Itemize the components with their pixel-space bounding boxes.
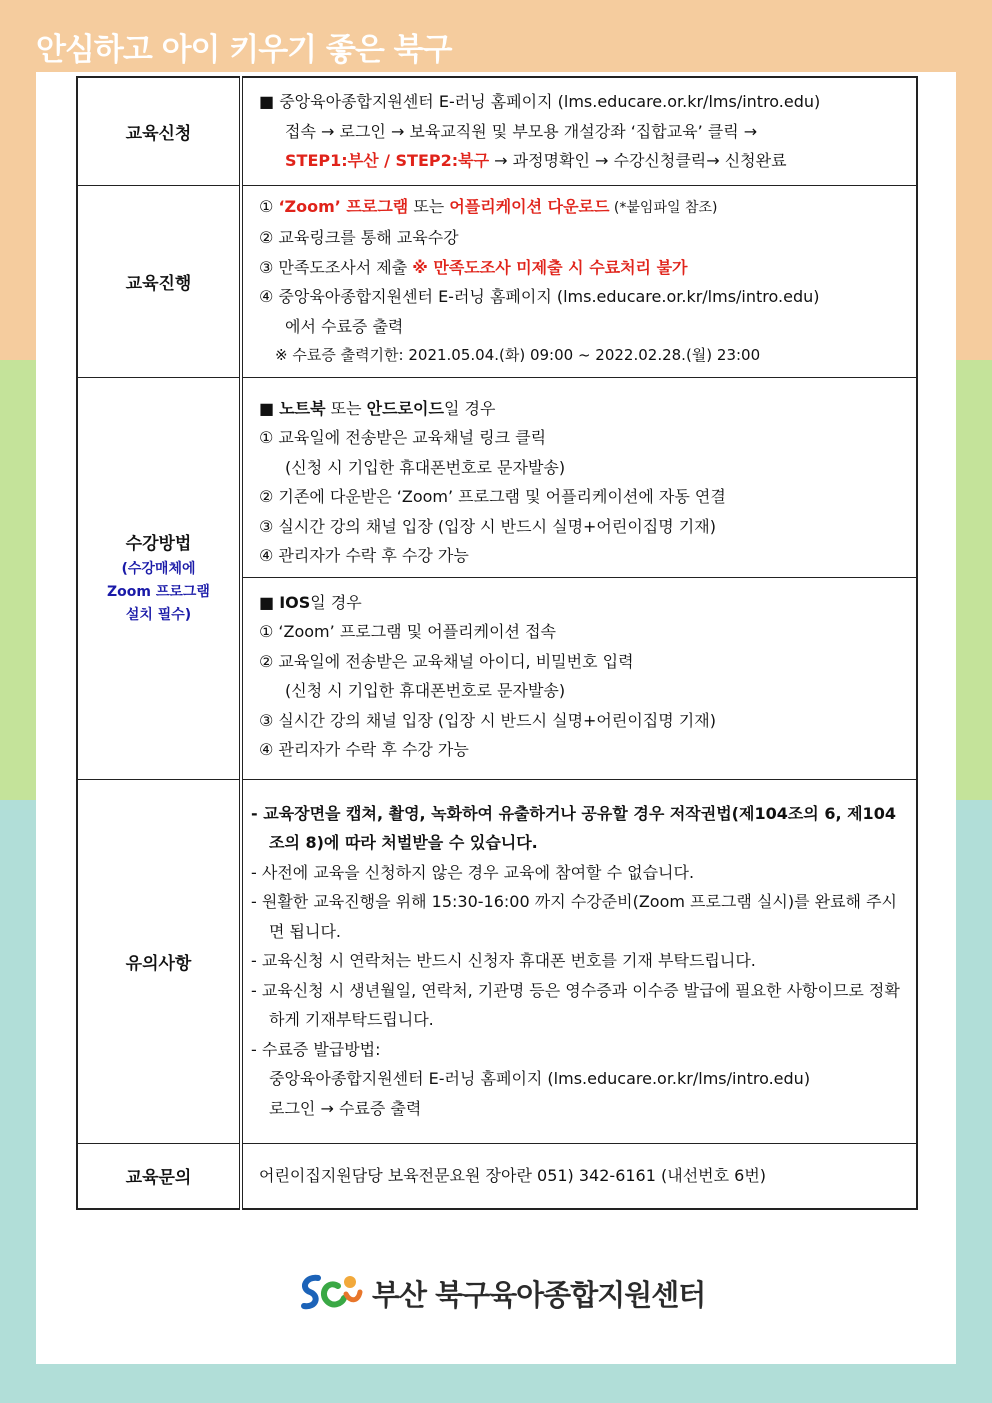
row-inquiry [77, 1143, 917, 1209]
apply-line-2: 접속 → 로그인 → 보육교직원 및 부모용 개설강좌 ‘집합교육’ 클릭 → [285, 121, 758, 141]
progress-content [241, 185, 917, 377]
progress-line-3-text: ③ 만족도조사서 제출 [259, 257, 413, 277]
certificate-deadline-note: ※ 수료증 출력기한: 2021.05.04.(화) 09:00 ~ 2022.02.28.(월) 23:00 [275, 346, 761, 364]
caution-item-6-steps: 로그인 → 수료증 출력 [269, 1098, 422, 1118]
row-label-progress: 교육진행 [77, 185, 241, 377]
caution-item-6-url: 중앙육아종합지원센터 E-러닝 홈페이지 (lms.educare.or.kr/lms/intro.edu) [269, 1069, 811, 1089]
android-step-3: ③ 실시간 강의 채널 입장 (입장 시 반드시 실명+어린이집명 기재) [259, 516, 716, 536]
method-ios-section [243, 577, 916, 773]
method-android-section [259, 394, 906, 571]
caution-item-4: - 교육신청 시 연락처는 반드시 신청자 휴대폰 번호를 기재 부탁드립니다. [251, 951, 756, 971]
row-progress [77, 185, 917, 377]
progress-num-1: ① [259, 196, 279, 216]
progress-line-1-mid: 또는 [408, 196, 450, 216]
android-step-1-note: (신청 시 기입한 휴대폰번호로 문자발송) [285, 457, 566, 477]
row-label-caution: 유의사항 [77, 779, 241, 1143]
row-label-method [77, 377, 241, 779]
row-label-apply: 교육신청 [77, 77, 241, 185]
ios-text: IOS [279, 592, 311, 612]
android-text: 안드로이드 [366, 398, 444, 418]
footer-logo [298, 1272, 705, 1314]
document-sheet [36, 72, 956, 1364]
ios-step-4: ④ 관리자가 수락 후 수강 가능 [259, 740, 469, 759]
app-download-text: 어플리케이션 다운로드 [449, 196, 610, 216]
ios-heading-post: 일 경우 [310, 592, 362, 612]
progress-line-1 [259, 192, 906, 224]
ios-step-3: ③ 실시간 강의 채널 입장 (입장 시 반드시 실명+어린이집명 기재) [259, 710, 716, 730]
apply-step-text: STEP1:부산 / STEP2:북구 [285, 151, 490, 170]
android-step-4: ④ 관리자가 수락 후 수강 가능 [259, 546, 469, 565]
caution-item-5: - 교육신청 시 생년월일, 연락처, 기관명 등은 영수증과 이수증 발급에 필요한 사항이므로 정확하게 기재부탁드립니다. [251, 980, 900, 1030]
row-apply [77, 77, 917, 185]
caution-item-3: - 원활한 교육진행을 위해 15:30-16:00 까지 수강준비(Zoom 프로그램 실시)를 완료해 주시면 됩니다. [251, 892, 898, 941]
info-table [76, 76, 918, 1210]
android-heading [259, 394, 906, 424]
ios-step-2: ② 교육일에 전송받은 교육채널 아이디, 비밀번호 입력 [259, 651, 634, 671]
page-banner-title: 안심하고 아이 키우기 좋은 북구 [36, 32, 452, 68]
apply-content [241, 77, 917, 185]
zoom-program-text: ‘Zoom’ 프로그램 [278, 196, 409, 216]
ios-heading-bullet: ■ [259, 592, 280, 612]
method-sub-3: 설치 필수) [125, 607, 192, 623]
android-heading-bullet: ■ [259, 398, 280, 418]
method-label: 수강방법 [125, 534, 192, 554]
inquiry-content: 어린이집지원담당 보육전문요원 장아란 051) 342-6161 (내선번호 6번) [241, 1143, 917, 1209]
copyright-warning: - 교육장면을 캡쳐, 촬영, 녹화하여 유출하거나 공유할 경우 저작권법(제104조의 6, 제104조의 8)에 따라 처벌받을 수 있습니다. [251, 803, 896, 853]
method-sub-2: Zoom 프로그램 [107, 584, 210, 600]
android-heading-mid: 또는 [325, 398, 367, 418]
progress-line-3 [259, 253, 906, 283]
apply-line-3 [259, 146, 906, 176]
progress-line-2: ② 교육링크를 통해 교육수강 [259, 228, 459, 247]
ios-heading [259, 588, 906, 618]
ios-step-2-note: (신청 시 기입한 휴대폰번호로 문자발송) [285, 681, 566, 700]
row-caution [77, 779, 917, 1143]
row-method [77, 377, 917, 779]
caution-content [241, 779, 917, 1143]
center-logo-icon [298, 1272, 364, 1314]
apply-line-3-rest: → 과정명확인 → 수강신청클릭→ 신청완료 [489, 151, 787, 170]
ios-step-1: ① ‘Zoom’ 프로그램 및 어플리케이션 접속 [259, 622, 556, 641]
row-label-inquiry: 교육문의 [77, 1143, 241, 1209]
survey-warning: ※ 만족도조사 미제출 시 수료처리 불가 [412, 257, 688, 277]
android-step-1: ① 교육일에 전송받은 교육채널 링크 클릭 [259, 428, 547, 447]
method-content [241, 377, 917, 779]
android-heading-post: 일 경우 [443, 398, 496, 418]
android-step-2: ② 기존에 다운받은 ‘Zoom’ 프로그램 및 어플리케이션에 자동 연결 [259, 487, 726, 506]
caution-item-2: - 사전에 교육을 신청하지 않은 경우 교육에 참여할 수 없습니다. [251, 862, 695, 882]
laptop-text: 노트북 [279, 398, 326, 418]
progress-line-5: 에서 수료증 출력 [285, 316, 404, 336]
caution-item-6: - 수료증 발급방법: [251, 1039, 381, 1059]
logo-text: 부산 북구육아종합지원센터 [372, 1277, 706, 1312]
method-sub-1: (수강매체에 [121, 561, 196, 577]
progress-line-4: ④ 중앙육아종합지원센터 E-러닝 홈페이지 (lms.educare.or.kr/lms/intro.edu) [259, 287, 820, 306]
attachment-note: (*붙임파일 참조) [609, 199, 718, 216]
apply-line-1: ■ 중앙육아종합지원센터 E-러닝 홈페이지 (lms.educare.or.kr/lms/intro.edu) [259, 92, 821, 111]
